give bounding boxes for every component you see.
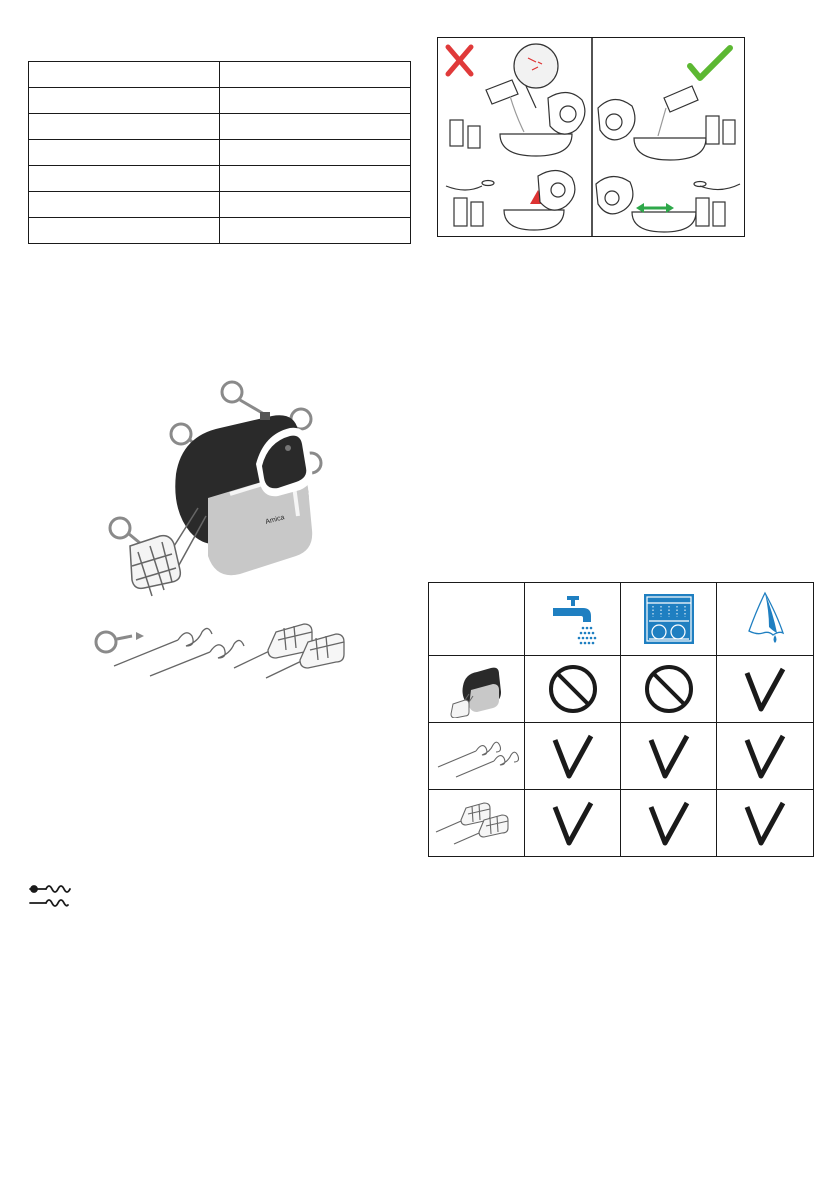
beaters — [234, 624, 344, 678]
cleaning-header-tap — [525, 583, 621, 656]
check-mark-icon — [739, 663, 791, 715]
spec-cell — [220, 88, 411, 114]
cleaning-header-cloth — [717, 583, 814, 656]
callout-beater — [110, 518, 130, 538]
cleaning-mark-beaters-2 — [717, 790, 814, 857]
spec-row — [29, 88, 411, 114]
spec-cell — [29, 88, 220, 114]
cleaning-header-blank — [429, 583, 525, 656]
cleaning-mark-dough-hooks-0 — [525, 723, 621, 790]
check-mark-icon — [739, 797, 791, 849]
spec-cell — [220, 192, 411, 218]
dough-hooks-icon — [432, 733, 522, 779]
spec-row — [29, 166, 411, 192]
spec-cell — [29, 166, 220, 192]
spec-row — [29, 140, 411, 166]
beaters-icon — [432, 798, 522, 848]
right-scene-bottom — [596, 176, 740, 232]
spec-cell — [29, 140, 220, 166]
mixing-illustration-svg — [438, 38, 745, 237]
prohibited-icon — [547, 663, 599, 715]
check-mark-icon — [547, 797, 599, 849]
spec-cell — [220, 218, 411, 244]
prohibited-icon — [643, 663, 695, 715]
cleaning-mark-mixer-body-0 — [525, 656, 621, 723]
cleaning-header-dishwasher — [621, 583, 717, 656]
cleaning-item-mixer-body — [429, 656, 525, 723]
cleaning-mark-dough-hooks-1 — [621, 723, 717, 790]
product-diagram — [80, 370, 380, 690]
wrong-scene-top — [450, 44, 585, 156]
cleaning-mark-mixer-body-1 — [621, 656, 717, 723]
spec-cell — [29, 192, 220, 218]
cleaning-table — [428, 582, 814, 857]
callout-accessories — [96, 632, 116, 652]
spec-cell — [29, 218, 220, 244]
check-icon — [690, 48, 730, 78]
right-scene-top — [598, 86, 735, 160]
callout-arrow — [136, 632, 144, 640]
spec-cell — [29, 62, 220, 88]
spec-row — [29, 114, 411, 140]
spec-cell — [220, 114, 411, 140]
check-mark-icon — [643, 797, 695, 849]
cleaning-mark-beaters-0 — [525, 790, 621, 857]
callout-top — [222, 382, 242, 402]
spec-row — [29, 218, 411, 244]
spec-cell — [220, 166, 411, 192]
spec-table — [28, 61, 411, 244]
spec-cell — [220, 140, 411, 166]
cleaning-item-beaters — [429, 790, 525, 857]
damp-cloth-icon — [745, 591, 785, 647]
dough-hooks — [114, 628, 244, 676]
mixer-body-icon — [447, 660, 507, 718]
check-mark-icon — [547, 730, 599, 782]
cleaning-mark-dough-hooks-2 — [717, 723, 814, 790]
cross-icon — [448, 47, 471, 74]
dishwasher-icon — [643, 593, 695, 645]
spec-row — [29, 192, 411, 218]
cleaning-mark-beaters-1 — [621, 790, 717, 857]
callout-left — [171, 424, 191, 444]
mixer-body — [175, 412, 312, 575]
spec-cell — [220, 62, 411, 88]
check-mark-icon — [739, 730, 791, 782]
cleaning-item-dough-hooks — [429, 723, 525, 790]
check-mark-icon — [643, 730, 695, 782]
spec-row — [29, 62, 411, 88]
attachment-symbol-icon — [28, 882, 72, 910]
spec-cell — [29, 114, 220, 140]
mixing-illustration — [437, 37, 745, 237]
wrong-scene-bottom — [446, 170, 575, 230]
cleaning-mark-mixer-body-2 — [717, 656, 814, 723]
tap-water-icon — [549, 592, 597, 646]
brand-label: Amica — [264, 514, 286, 526]
